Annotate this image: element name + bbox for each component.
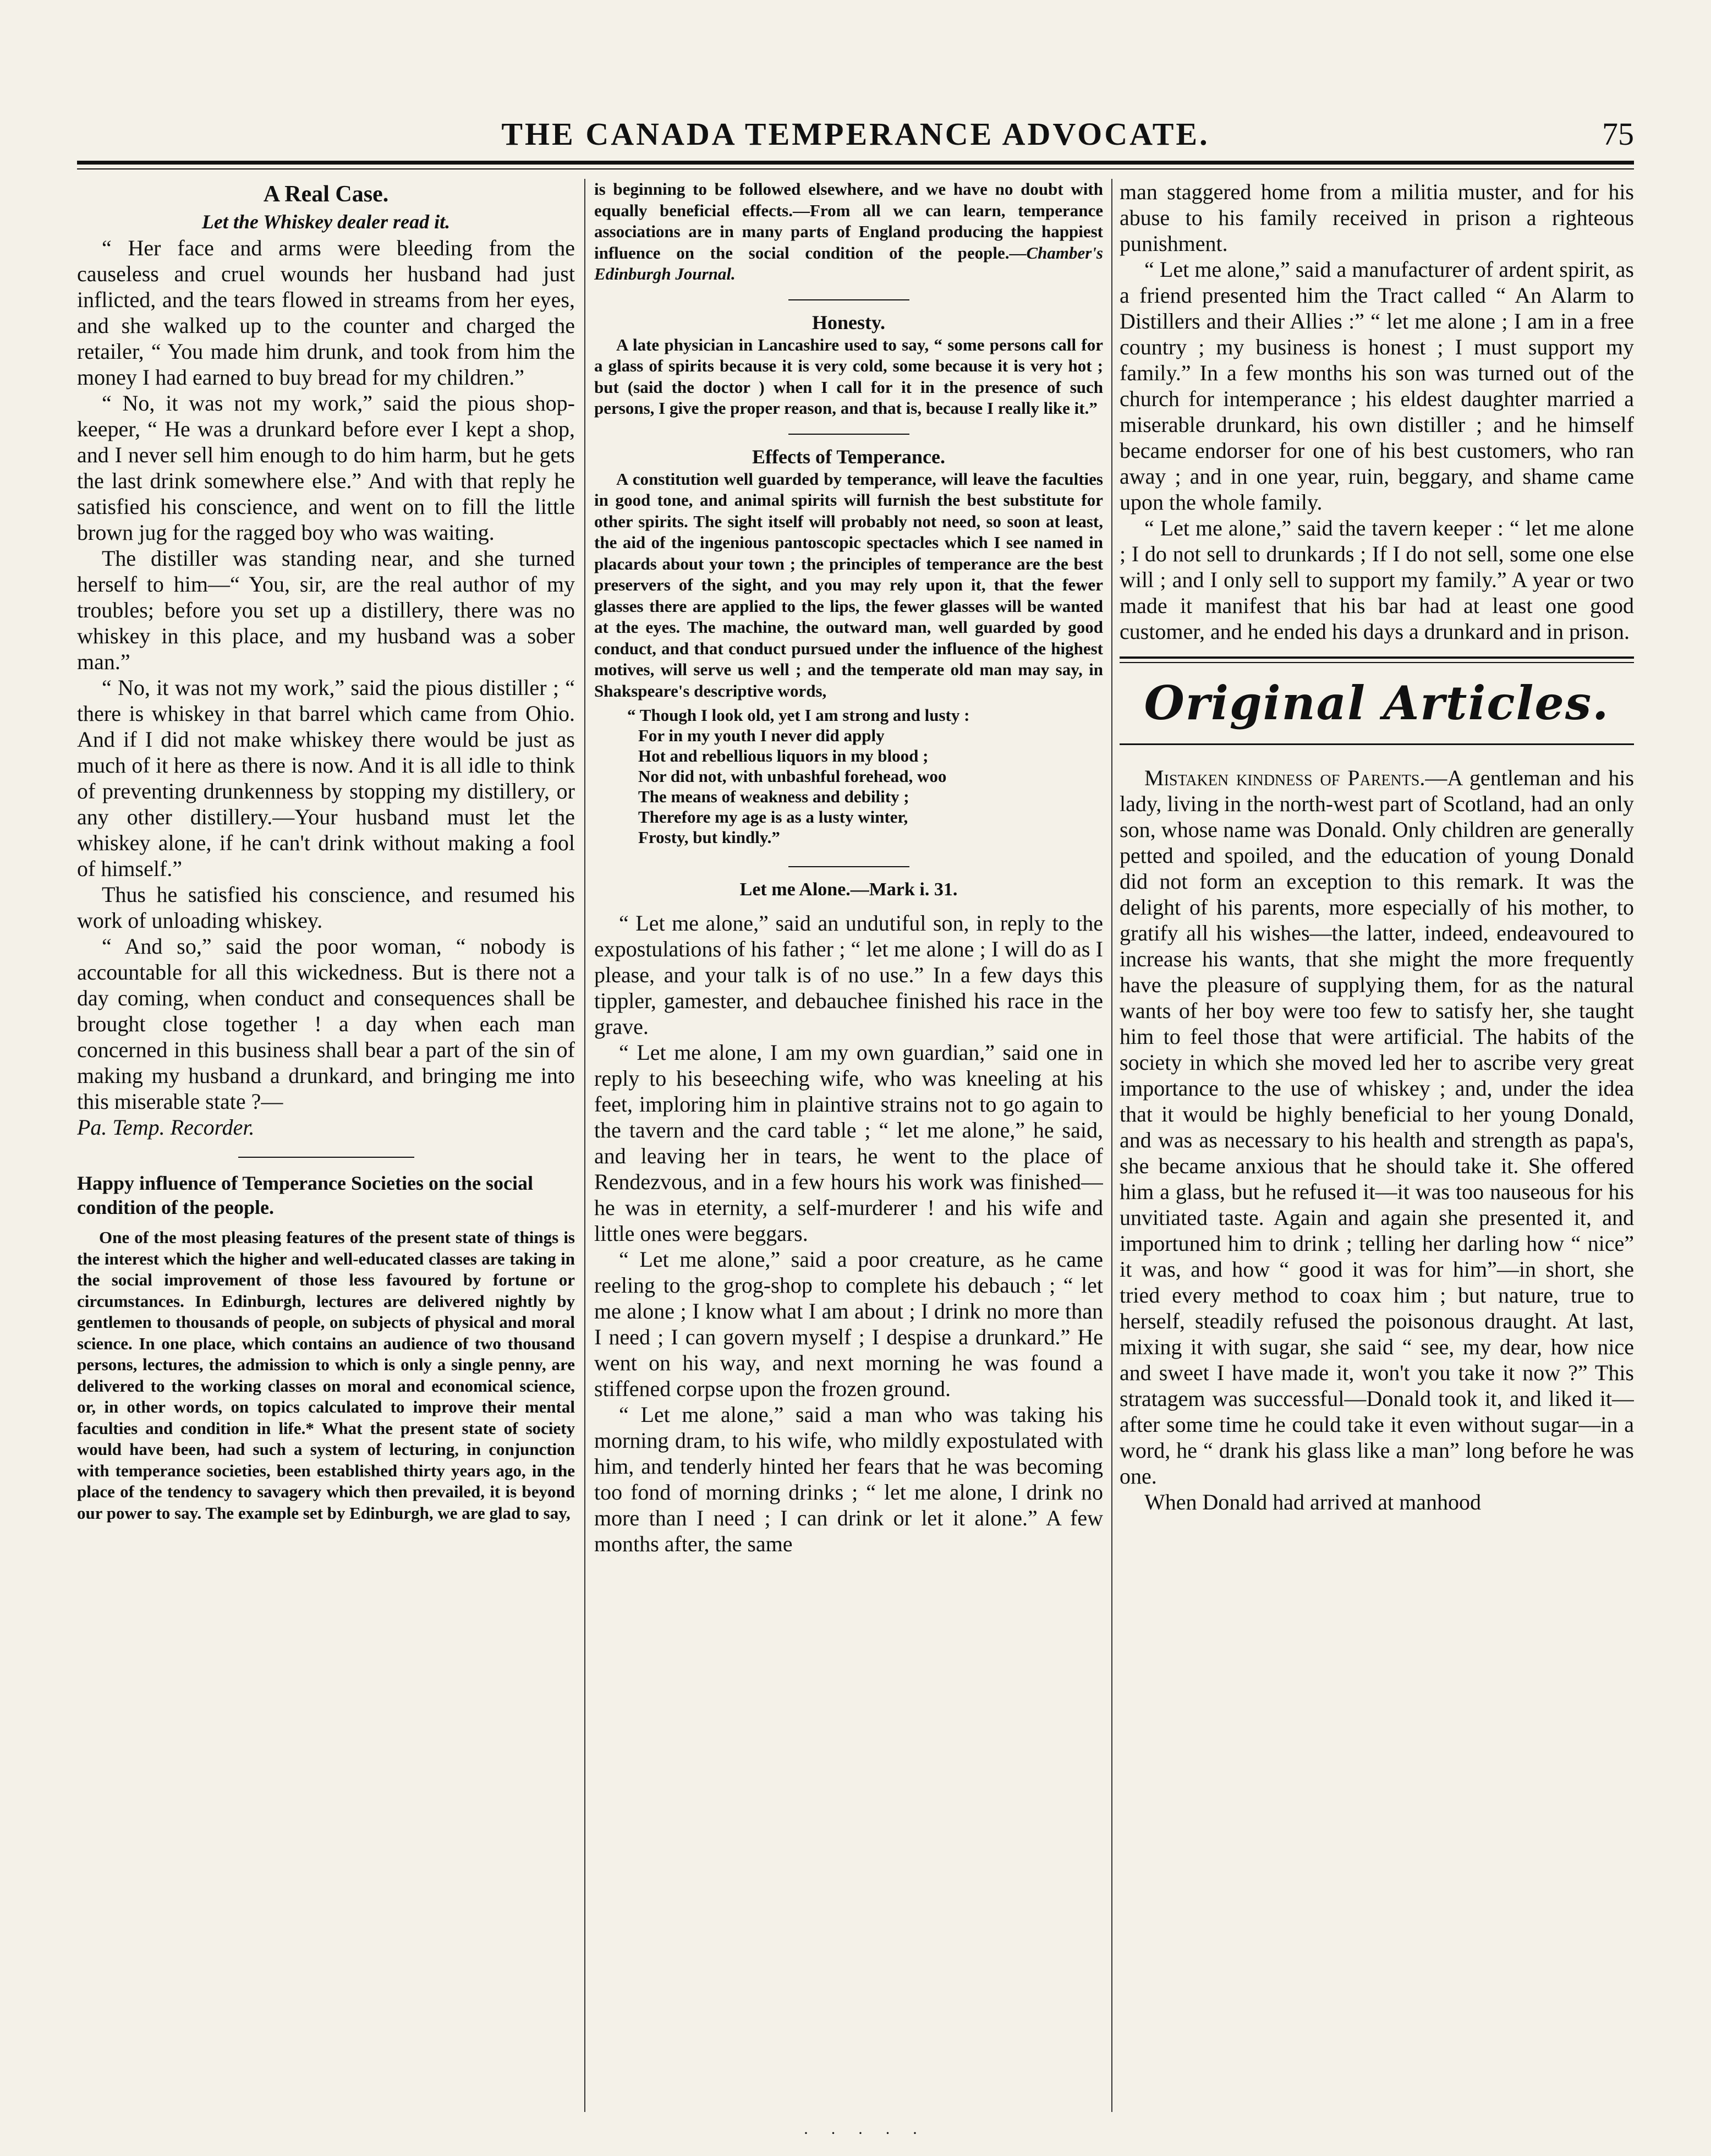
paragraph: The distiller was standing near, and she turned herself to him—“ You, sir, are the real author of my troubles; before you set up a distillery, there was no whiskey in this place, and my husband was a sober man.”	[77, 546, 575, 674]
poem-line: Frosty, but kindly.”	[638, 828, 780, 847]
section-rule	[1120, 743, 1634, 745]
article-separator	[238, 1157, 414, 1158]
poem-line: For in my youth I never did apply	[638, 726, 885, 745]
masthead	[77, 116, 1634, 160]
article-source: Pa. Temp. Recorder.	[77, 1115, 255, 1140]
page-number: 75	[1602, 116, 1634, 152]
paragraph	[594, 179, 1103, 285]
poem-line: “ Though I look old, yet I am strong and lusty :	[627, 705, 970, 725]
article-body-real-case	[77, 235, 575, 1140]
article-title-happy-influence: Happy influence of Temperance Societies on the social condition of the people.	[77, 1172, 533, 1218]
article-body-let-me-alone	[594, 910, 1103, 1557]
paragraph: “ Let me alone, I am my own guardian,” said one in reply to his beseeching wife, who was kneeling at his feet, imploring him in plaintive strains not to go again to the tavern and the card table ; “ let me alone,” he said, and leaving her in tears, he went to the place of Rendezvous, and in a few hours his work was finished—he was in eternity, a self-murderer ! and his wife and little ones were beggars.	[594, 1040, 1103, 1246]
column-3	[1120, 179, 1634, 2117]
article-source: Chamber's Edinburgh Journal.	[594, 243, 1103, 283]
continued-text	[594, 179, 1103, 285]
article-subtitle: Let the Whiskey dealer read it.	[201, 211, 451, 233]
poem-line: The means of weakness and debility ;	[638, 787, 909, 806]
column-2	[594, 179, 1103, 2117]
article-body-happy-influence	[77, 1227, 575, 1524]
paragraph: “ Let me alone,” said a man who was taking his morning dram, to his wife, who mildly expostulated with him, and tenderly hinted her fears that he was becoming too fond of morning drinks ; “ let me alone, I drink no more than I need ; I can drink or let it alone.” A few months after, the same	[594, 1402, 1103, 1556]
poem-line: Nor did not, with unbashful forehead, woo	[638, 767, 947, 786]
paragraph: “ Her face and arms were bleeding from the causeless and cruel wounds her husband had just inflicted, and the tears flowed in streams from her eyes, and she walked up to the counter and charged the retailer, “ You made him drunk, and took from him the money I had earned to buy bread for my children.”	[77, 236, 575, 390]
paragraph: A late physician in Lancashire used to say, “ some persons call for a glass of spirits because it is very cold, some because it is very hot ; but (said the doctor ) when I call for it in the presence of such persons, I give the proper reason, and that is, because I really like it.”	[594, 335, 1103, 418]
continued-text	[1120, 179, 1634, 644]
paragraph: “ Let me alone,” said an undutiful son, in reply to the expostulations of his father ; “ let me alone ; I will do as I please, and your talk is of no use.” In a few days this tippler, gamester, and debauchee finished his race in the grave.	[594, 911, 1103, 1039]
footer-ornament: · · · · ·	[803, 2124, 926, 2142]
article-separator	[788, 299, 909, 300]
article-body-mistaken-kindness	[1120, 765, 1634, 1515]
paragraph: One of the most pleasing features of the present state of things is the interest which the higher and well-educated classes are taking in the social improvement of those less favoured by fortune or circumstances. In Edinburgh, lectures are delivered nightly by gentlemen to thousands of people, on subjects of physical and moral science. In one place, which contains an audience of two thousand persons, lectures, the admission to which is only a single penny, are delivered to the working classes on moral and economical science, or, in other words, on topics calculated to improve their mental faculties and condition in life.* What the present state of society would have been, had such a system of lecturing, in conjunction with temperance societies, been established thirty years ago, in the place of the tendency to savagery which then prevailed, it is beyond our power to say. The example set by Edinburgh, we are glad to say,	[77, 1228, 575, 1523]
paragraph: When Donald had arrived at manhood	[1144, 1490, 1482, 1514]
column-1	[77, 179, 575, 2117]
article-separator	[788, 434, 909, 435]
paragraph: “ Let me alone,” said a manufacturer of ardent spirit, as a friend presented him the Tract called “ An Alarm to Distillers and their Allies :” “ let me alone ; I am in a free country ; my business is honest ; I must support my family.” In a few months his son was turned out of the church for intemperance ; his eldest daughter married a miserable drunkard, his own distiller ; and he himself became endorser for one of his best customers, who ran away ; and in one year, ruin, beggary, and shame came upon the whole family.	[1120, 257, 1634, 515]
article-body-honesty	[594, 335, 1103, 419]
section-rule	[1120, 656, 1634, 663]
article-title-honesty: Honesty.	[811, 311, 885, 333]
article-lead-title: Mistaken kindness of Parents.	[1144, 765, 1425, 790]
quoted-poem	[627, 705, 1103, 847]
paragraph: “ No, it was not my work,” said the pious shop-keeper, “ He was a drunkard before ever I kept a shop, and I never sell him enough to do him harm, but he gets the last drink somewhere else.” And with that reply he satisfied his conscience, and went on to fill the little brown jug for the ragged boy who was waiting.	[77, 391, 575, 545]
poem-line: Hot and rebellious liquors in my blood ;	[638, 746, 929, 765]
header-rule-thin	[77, 168, 1634, 169]
paragraph: “ Let me alone,” said the tavern keeper : “ let me alone ; I do not sell to drunkards ; If I do not sell, some one else will ; and I only sell to support my family.” A year or two made it manifest that his bar had at least one good customer, and he ended his days a drunkard and in prison.	[1120, 516, 1634, 644]
paragraph: “ And so,” said the poor woman, “ nobody is accountable for all this wickedness. But is there not a day coming, when conduct and consequences shall be brought close together ! a day when each man concerned in this business shall bear a part of the sin of making my husband a drunkard, and bringing me into this miserable state ?—	[77, 934, 575, 1114]
article-body-effects	[594, 469, 1103, 702]
paragraph: man staggered home from a militia muster, and for his abuse to his family received in prison a righteous punishment.	[1120, 179, 1634, 256]
paragraph	[1120, 765, 1634, 1489]
paragraph: Thus he satisfied his conscience, and resumed his work of unloading whiskey.	[77, 882, 575, 933]
section-title-original-articles: Original Articles.	[1144, 676, 1610, 730]
column-divider	[584, 179, 585, 2112]
paragraph-text: —A gentleman and his lady, living in the north-west part of Scotland, had an only son, whose name was Donald. Only children are generally petted and spoiled, and the education of young Donald did not form an exception to this remark. It was the delight of his parents, more especially of his mother, to gratify all his wishes—the latter, indeed, endeavoured to increase his wants, that she might the more frequently have the pleasure of supplying them, for as the natural wants of her boy were too few to satisfy her, she taught him to feel those that were artificial. The habits of the society in which she moved led her to ascribe very great importance to the use of whiskey ; and, under the idea that it would be highly beneficial to her young Donald, and was as necessary to his health and strength as papa's, she became anxious that he should take it. She offered him a glass, but he refused it—it was too nauseous for his unvitiated taste. Again and again she presented it, and importuned him to drink ; telling her darling how “ nice” it was, and how “ good it was for him”—in short, she tried every method to coax him ; but nature, true to herself, steadily refused the poisonous draught. At last, mixing it with sugar, she said “ see, my dear, how nice and sweet I have made it, won't you take it now ?” This stratagem was successful—Donald took it, and liked it—after some time he could take it even without sugar—in a word, he “ drank his glass like a man” long before he was one.	[1120, 765, 1634, 1489]
poem-line: Therefore my age is as a lusty winter,	[638, 807, 908, 827]
article-title-effects: Effects of Temperance.	[752, 445, 945, 468]
newspaper-title: THE CANADA TEMPERANCE ADVOCATE.	[501, 116, 1210, 152]
header-rule-thick	[77, 161, 1634, 165]
article-title-let-me-alone: Let me Alone.—Mark i. 31.	[739, 879, 958, 900]
column-divider	[1111, 179, 1112, 2112]
paragraph: A constitution well guarded by temperance, will leave the faculties in good tone, and animal spirits will furnish the best substitute for other spirits. The sight itself will probably not need, so soon at least, the aid of the ingenious pantoscopic spectacles which I see named in placards about your town ; the principles of temperance are the best preservers of the sight, and you may rely upon it, that the fewer glasses there are applied to the lips, the fewer glasses will be wanted at the eyes. The machine, the outward man, well guarded by good conduct, and that conduct pursued under the influence of the highest motives, will serve us well ; and the temperate old man may say, in Shakspeare's descriptive words,	[594, 469, 1103, 701]
continued-paragraph: is beginning to be followed elsewhere, and we have no doubt with equally beneficial effects.—From all we can learn, temperance associations are in many parts of England producing the happiest influence on the social condition of the people.—	[594, 179, 1103, 262]
paragraph: “ No, it was not my work,” said the pious distiller ; “ there is whiskey in that barrel which came from Ohio. And if I did not make whiskey there would be just as much of it here as there is now. And it is all idle to think of preventing drunkenness by stopping my distillery, or any other distillery.—Your husband must let the whiskey alone, if he can't drink without making a fool of himself.”	[77, 675, 575, 881]
article-title-real-case: A Real Case.	[263, 182, 389, 207]
paragraph: “ Let me alone,” said a poor creature, as he came reeling to the grog-shop to complete his debauch ; “ let me alone ; I know what I am about ; I drink no more than I need ; I can govern myself ; I despise a drunkard.” He went on his way, and next morning he was found a stiffened corpse upon the frozen ground.	[594, 1247, 1103, 1401]
article-separator	[788, 866, 909, 867]
